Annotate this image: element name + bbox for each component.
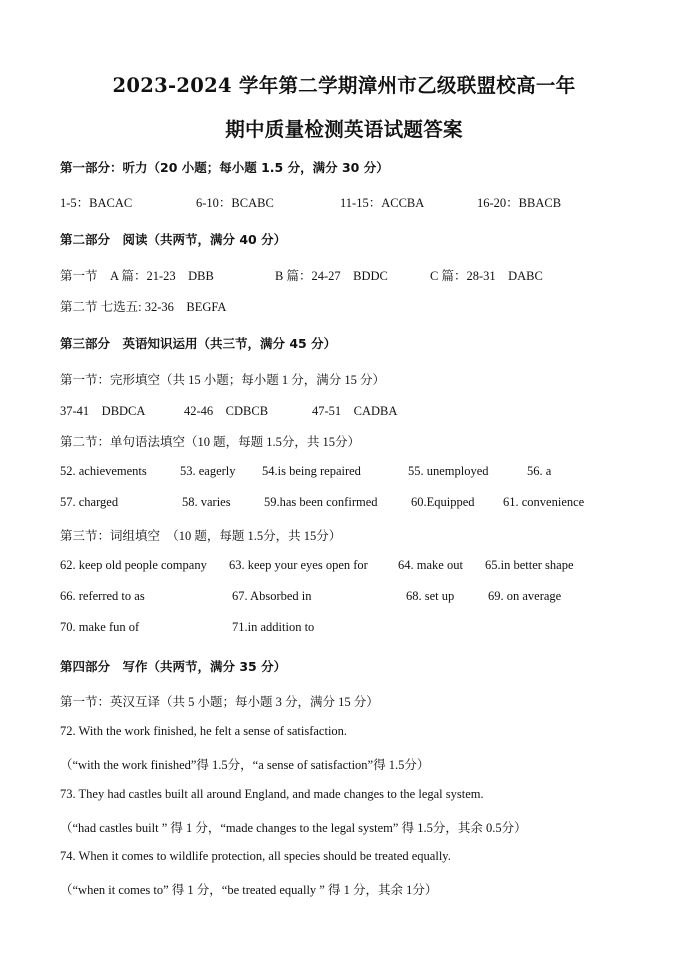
grammar-54: 54.is being repaired	[262, 464, 361, 478]
part3-sec1-row	[0, 401, 688, 417]
grammar-55: 55. unemployed	[408, 464, 489, 478]
answer-11-15: 11-15：ACCBA	[340, 196, 425, 210]
part2-sec2-line: 第二节 七选五: 32-36 BEGFA	[60, 300, 227, 314]
reading-passage-a: 第一节 A 篇：21-23 DBB	[60, 269, 214, 283]
translation-72: 72. With the work finished, he felt a sense of satisfaction.	[60, 724, 348, 738]
grammar-60: 60.Equipped	[411, 495, 475, 509]
cloze-42-46: 42-46 CDBCB	[184, 404, 269, 418]
phrase-69: 69. on average	[488, 589, 562, 603]
document-title-line2: 期中质量检测英语试题答案	[225, 118, 463, 141]
translation-74-note: （“when it comes to” 得 1 分，“be treated equally ” 得 1 分，其余 1分）	[60, 883, 438, 897]
grammar-61: 61. convenience	[503, 495, 585, 509]
grammar-58: 58. varies	[182, 495, 231, 509]
answer-16-20: 16-20：BBACB	[477, 196, 562, 210]
part4-sec1-title: 第一节：英汉互译（共 5 小题；每小题 3 分，满分 15 分）	[60, 695, 379, 709]
cloze-47-51: 47-51 CADBA	[312, 404, 398, 418]
grammar-59: 59.has been confirmed	[264, 495, 378, 509]
grammar-57: 57. charged	[60, 495, 119, 509]
reading-passage-b: B 篇：24-27 BDDC	[275, 269, 388, 283]
part3-heading: 第三部分 英语知识运用（共三节，满分 45 分）	[60, 336, 337, 351]
phrase-67: 67. Absorbed in	[232, 589, 312, 603]
phrase-64: 64. make out	[398, 558, 463, 572]
part1-answers-row	[0, 193, 688, 209]
part3-sec2-title: 第二节：单句语法填空（10 题，每题 1.5分，共 15分）	[60, 435, 361, 449]
grammar-56: 56. a	[527, 464, 552, 478]
part2-heading: 第二部分 阅读（共两节，满分 40 分）	[60, 232, 287, 247]
part3-sec1-title: 第一节：完形填空（共 15 小题；每小题 1 分，满分 15 分）	[60, 373, 386, 387]
grammar-row-1	[0, 464, 688, 480]
phrase-65: 65.in better shape	[485, 558, 574, 572]
answer-1-5: 1-5：BACAC	[60, 196, 133, 210]
part4-heading: 第四部分 写作（共两节，满分 35 分）	[60, 659, 287, 674]
phrase-row-3	[0, 620, 688, 636]
grammar-53: 53. eagerly	[180, 464, 236, 478]
translation-74: 74. When it comes to wildlife protection, all species should be treated equally.	[60, 849, 451, 863]
phrase-68: 68. set up	[406, 589, 455, 603]
phrase-row-2	[0, 589, 688, 605]
translation-72-note: （“with the work finished”得 1.5分，“a sense of satisfaction”得 1.5分）	[60, 758, 430, 772]
phrase-62: 62. keep old people company	[60, 558, 207, 572]
phrase-63: 63. keep your eyes open for	[229, 558, 368, 572]
translation-73-note: （“had castles built ” 得 1 分，“made changes to the legal system” 得 1.5分，其余 0.5分）	[60, 821, 527, 835]
answer-6-10: 6-10：BCABC	[196, 196, 274, 210]
part2-sec1-row	[0, 266, 688, 282]
phrase-row-1	[0, 558, 688, 574]
cloze-37-41: 37-41 DBDCA	[60, 404, 146, 418]
grammar-row-2	[0, 495, 688, 511]
document-title-line1: 2023-2024 学年第二学期漳州市乙级联盟校高一年	[112, 74, 576, 97]
phrase-70: 70. make fun of	[60, 620, 140, 634]
part3-sec3-title: 第三节：词组填空 （10 题，每题 1.5分，共 15分）	[60, 529, 342, 543]
translation-73: 73. They had castles built all around England, and made changes to the legal system.	[60, 787, 484, 801]
grammar-52: 52. achievements	[60, 464, 147, 478]
part1-heading: 第一部分：听力（20 小题；每小题 1.5 分，满分 30 分）	[60, 160, 389, 175]
phrase-71: 71.in addition to	[232, 620, 315, 634]
phrase-66: 66. referred to as	[60, 589, 145, 603]
reading-passage-c: C 篇：28-31 DABC	[430, 269, 543, 283]
